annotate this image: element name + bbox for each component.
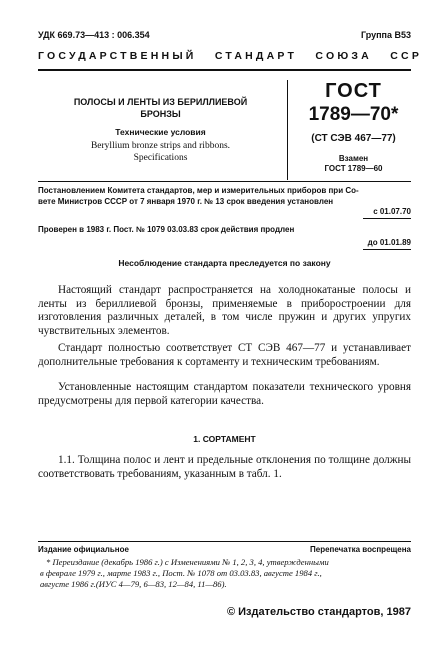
extended-date-rule bbox=[363, 249, 411, 250]
reissue-note-line-3: августе 1986 г.(ИУС 4—79, 6—83, 12—84, 11—86). bbox=[40, 579, 227, 589]
title-block-rule bbox=[38, 181, 411, 182]
section-title: 1. СОРТАМЕНТ bbox=[193, 434, 256, 444]
paragraph-compliance: Стандарт полностью соответствует СТ СЭВ 467—77 и устанавливает дополнительные требования к сортаменту и техническим требованиям. bbox=[38, 342, 411, 368]
checked-note: Проверен в 1983 г. Пост. № 1079 03.03.83 срок действия продлен bbox=[38, 225, 295, 234]
effective-date-rule bbox=[363, 218, 411, 219]
paragraph-quality: Установленные настоящим стандартом показатели технического уровня предусмотрены для первой категории качества. bbox=[38, 381, 411, 407]
cmea-standard: (СТ СЭВ 467—77) bbox=[311, 133, 396, 144]
english-title bbox=[38, 141, 283, 164]
law-notice: Несоблюдение стандарта преследуется по закону bbox=[118, 258, 331, 268]
reissue-note-line-1: * Переиздание (декабрь 1986 г.) с Изменениями № 1, 2, 3, 4, утвержденными bbox=[46, 557, 329, 567]
udk-code: УДК 669.73—413 : 006.354 bbox=[38, 30, 150, 40]
english-title-line-1: Beryllium bronze strips and ribbons. bbox=[90, 141, 231, 151]
gost-label: ГОСТ bbox=[325, 80, 382, 102]
standard-banner: ГОСУДАРСТВЕННЫЙ СТАНДАРТ СОЮЗА ССР bbox=[38, 50, 423, 62]
official-edition: Издание официальное bbox=[38, 545, 129, 554]
paragraph-1-1: 1.1. Толщина полос и лент и предельные отклонения по толщине должны соответствовать требованиям, указанным в табл. 1. bbox=[38, 454, 411, 480]
replaces-label: Взамен bbox=[338, 154, 369, 163]
replaces-value: ГОСТ 1789—60 bbox=[324, 164, 383, 173]
document-title bbox=[38, 96, 283, 120]
group-code: Группа В53 bbox=[360, 30, 411, 40]
paragraph-scope: Настоящий стандарт распространяется на холоднокатаные полосы и ленты из бериллиевой бронзы, применяемые в приборостроении для изготовления различных деталей, в том числе пружин и других упругих чувствительных элементов. bbox=[38, 284, 411, 337]
footer-rule bbox=[38, 541, 411, 542]
english-title-line-2: Specifications bbox=[133, 152, 188, 163]
reissue-note bbox=[38, 557, 411, 590]
title-line-1: ПОЛОСЫ И ЛЕНТЫ ИЗ БЕРИЛЛИЕВОЙ bbox=[73, 97, 248, 107]
reissue-note-line-2: в феврале 1979 г., марте 1983 г., Пост. № 1078 от 03.03.83, августе 1984 г., bbox=[40, 568, 322, 578]
reprint-prohibited: Перепечатка воспрещена bbox=[310, 545, 411, 554]
extended-date: до 01.01.89 bbox=[367, 238, 411, 247]
effective-date: с 01.07.70 bbox=[373, 207, 411, 216]
title-line-2: БРОНЗЫ bbox=[140, 109, 181, 119]
banner-rule bbox=[38, 69, 411, 71]
document-subtitle: Технические условия bbox=[115, 127, 206, 137]
decree-line-2: вете Министров СССР от 7 января 1970 г. № 13 срок введения установлен bbox=[38, 196, 334, 206]
decree-text bbox=[38, 186, 411, 207]
decree-line-1: Постановлением Комитета стандартов, мер и измерительных приборов при Со- bbox=[38, 186, 359, 195]
gost-number: 1789—70* bbox=[308, 104, 399, 125]
title-divider bbox=[287, 80, 288, 180]
copyright: © Издательство стандартов, 1987 bbox=[226, 606, 411, 618]
